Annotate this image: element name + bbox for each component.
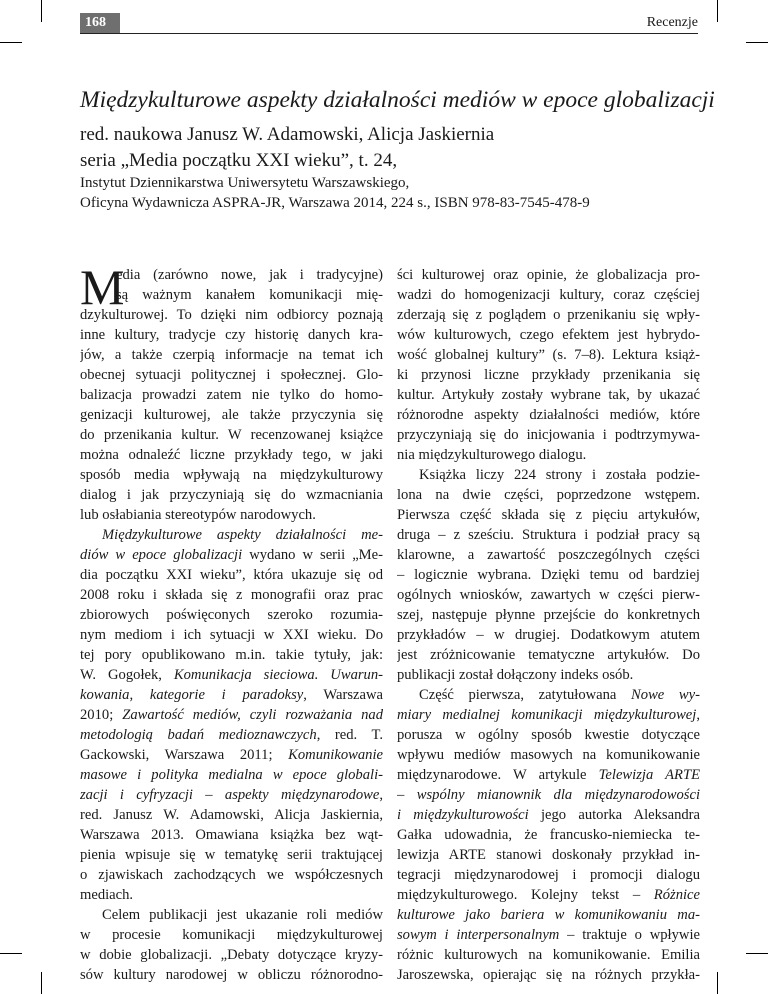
text-line: kultur. Artykuły zostały wybrane tak, by ukazać bbox=[397, 387, 700, 403]
text-line: inne kultury, tradycje czy historię danych kra- bbox=[80, 327, 383, 343]
text-line: klarowne, a zawartość poszczególnych części bbox=[397, 547, 700, 563]
text-line: edia (zarówno nowe, jak i tradycyjne) bbox=[116, 267, 383, 283]
text-line: w procesie komunikacji międzykulturowej bbox=[80, 927, 383, 943]
text-line: ki przynosi liczne przykłady przenikania się bbox=[397, 367, 700, 383]
text-line: lewizja ARTE stanowi doskonały przykład in- bbox=[397, 847, 700, 863]
text-line: przyczyniają się do inicjowania i podtrzymywa- bbox=[397, 427, 700, 443]
text-line: zbiorowych poświęconych szeroko rozumia- bbox=[80, 607, 383, 623]
text-line: kowania, kategorie i paradoksy, Warszawa bbox=[80, 687, 383, 703]
text-line: genizacji kulturowej, ale także przyczynia się bbox=[80, 407, 383, 423]
text-line: jest zróżnicowanie tematyczne artykułów. Do bbox=[397, 647, 700, 663]
text-line: w dobie globalizacji. „Debaty dotyczące kryzy- bbox=[80, 947, 383, 963]
text-line: masowe i polityka medialna w epoce globali- bbox=[80, 767, 383, 783]
text-line: dialog i jak przyczyniają się do wzmacniania bbox=[80, 487, 383, 503]
text-line: ści kulturowej oraz opinie, że globalizacja pro- bbox=[397, 267, 700, 283]
text-line: nym mediom i ich sytuacji w XXI wieku. Do bbox=[80, 627, 383, 643]
text-line: publikacji został dołączony indeks osób. bbox=[397, 667, 634, 683]
text-column-right bbox=[397, 265, 700, 985]
text-line: i międzykulturowości jego autorka Aleksandra bbox=[397, 807, 700, 823]
text-line: pienia wpisuje się w tematykę serii traktującej bbox=[80, 847, 383, 863]
text-line: szej, następuje płynne przejście do konkretnych bbox=[397, 607, 700, 623]
text-line: Warszawa 2013. Omawiana książka bez wąt- bbox=[80, 827, 383, 843]
text-line: zacji i cyfryzacji – aspekty międzynarodowe, bbox=[80, 787, 383, 803]
text-line: lona na dwie części, poprzedzone wstępem. bbox=[397, 487, 700, 503]
text-line: Pierwsza część składa się z pięciu artykułów, bbox=[397, 507, 700, 523]
text-line: Książka liczy 224 strony i została podzie- bbox=[419, 467, 700, 483]
text-line: można odnaleźć liczne przykłady tego, w jaki bbox=[80, 447, 383, 463]
text-line: druga – z sześciu. Struktura i podział pracy są bbox=[397, 527, 700, 543]
text-line: mediach. bbox=[80, 887, 134, 903]
publisher-line: Oficyna Wydawnicza ASPRA-JR, Warszawa 2014, 224 s., ISBN 978-83-7545-478-9 bbox=[80, 195, 590, 211]
crop-mark bbox=[41, 0, 42, 22]
text-line: dzykulturowej. To dzięki nim odbiorcy poznają bbox=[80, 307, 383, 323]
section-name: Recenzje bbox=[646, 15, 698, 30]
crop-mark bbox=[717, 972, 718, 994]
text-line: przykładów – w drugiej. Dodatkowym atutem bbox=[397, 627, 700, 643]
text-line: kulturowe jako bariera w komunikowaniu ma- bbox=[397, 907, 700, 923]
text-line: wów kulturowych, czego efektem jest hybrydo- bbox=[397, 327, 700, 343]
text-line: wpływu mediów masowych na komunikowanie bbox=[397, 747, 700, 763]
crop-mark bbox=[746, 953, 768, 954]
text-line: porusza w ogólny sposób kwestie dotyczące bbox=[397, 727, 700, 743]
crop-mark bbox=[0, 42, 22, 43]
text-line: lub osłabiania stereotypów narodowych. bbox=[80, 507, 316, 523]
drop-cap: M bbox=[80, 259, 125, 315]
text-line: Jaroszewska, opierając się na różnych przykła- bbox=[397, 967, 700, 983]
text-line: nia międzykulturowego dialogu. bbox=[397, 447, 587, 463]
text-line: zderzają się z poglądem o przenikaniu się wpły- bbox=[397, 307, 700, 323]
text-line: międzykulturowego. Kolejny tekst – Różnice bbox=[397, 887, 700, 903]
publisher-line: Instytut Dziennikarstwa Uniwersytetu Warszawskiego, bbox=[80, 175, 410, 191]
text-line: red. Janusz W. Adamowski, Alicja Jaskiernia, bbox=[80, 807, 383, 823]
text-line: balizacja prowadzi zatem nie tylko do homo- bbox=[80, 387, 383, 403]
text-line: sposób media wpływają na międzykulturowy bbox=[80, 467, 383, 483]
text-line: diów w epoce globalizacji wydano w serii „Me- bbox=[80, 547, 383, 563]
text-line: Międzykulturowe aspekty działalności me- bbox=[102, 527, 383, 543]
text-line: Celem publikacji jest ukazanie roli mediów bbox=[102, 907, 383, 923]
text-line: obecnej sytuacji politycznej i społecznej. Glo- bbox=[80, 367, 383, 383]
text-line: – logicznie wybrana. Dzięki temu od bardziej bbox=[397, 567, 700, 583]
text-line: Część pierwsza, zatytułowana Nowe wy- bbox=[419, 687, 700, 703]
text-line: jów, a także czerpią informacje na temat ich bbox=[80, 347, 383, 363]
text-line: o zjawiskach zachodzących we współczesnych bbox=[80, 867, 383, 883]
text-line: Gałka udowadnia, że francusko-niemiecka te- bbox=[397, 827, 700, 843]
text-line: różnic kulturowych na komunikowanie. Emilia bbox=[397, 947, 700, 963]
crop-mark bbox=[746, 42, 768, 43]
running-header bbox=[80, 9, 698, 34]
text-line: W. Gogołek, Komunikacja sieciowa. Uwarun- bbox=[80, 667, 383, 683]
text-column-left bbox=[80, 259, 383, 985]
text-line: sów kultury narodowej w obliczu różnorodno- bbox=[80, 967, 383, 983]
text-line: różnorodne aspekty działalności mediów, które bbox=[397, 407, 700, 423]
text-line: wadzi do homogenizacji kultury, coraz częściej bbox=[397, 287, 700, 303]
book-title: Międzykulturowe aspekty działalności mediów w epoce globalizacji bbox=[80, 87, 715, 113]
text-line: 2010; Zawartość mediów, czyli rozważania nad bbox=[80, 707, 383, 723]
text-line: sowym i interpersonalnym – traktuje o wpływie bbox=[397, 927, 700, 943]
crop-mark bbox=[41, 972, 42, 994]
text-line: miary medialnej komunikacji międzykulturowej, bbox=[397, 707, 700, 723]
text-line: tegracji międzynarodowej i promocji dialogu bbox=[397, 867, 700, 883]
page-number: 168 bbox=[80, 13, 120, 33]
text-line: ogólnych wniosków, zawartych w części pierw- bbox=[397, 587, 700, 603]
text-line: są ważnym kanałem komunikacji mię- bbox=[116, 287, 383, 303]
text-line: – wspólny mianownik dla międzynarodowości bbox=[397, 787, 700, 803]
text-line: międzynarodowe. W artykule Telewizja ARTE bbox=[397, 767, 700, 783]
text-line: 2008 roku i składa się z monografii oraz prac bbox=[80, 587, 383, 603]
crop-mark bbox=[0, 953, 22, 954]
text-line: dia początku XXI wieku”, która ukazuje się od bbox=[80, 567, 383, 583]
text-line: metodologią badań medioznawczych, red. T. bbox=[80, 727, 383, 743]
text-line: Gackowski, Warszawa 2011; Komunikowanie bbox=[80, 747, 383, 763]
crop-mark bbox=[717, 0, 718, 22]
book-editors: red. naukowa Janusz W. Adamowski, Alicja Jaskiernia bbox=[80, 124, 495, 145]
text-line: wość globalnej kultury” (s. 7–8). Lektura książ- bbox=[397, 347, 700, 363]
text-line: do przenikania kultur. W recenzowanej książce bbox=[80, 427, 383, 443]
text-line: tej pory opublikowano m.in. takie tytuły, jak: bbox=[80, 647, 383, 663]
book-series: seria „Media początku XXI wieku”, t. 24, bbox=[80, 150, 398, 171]
